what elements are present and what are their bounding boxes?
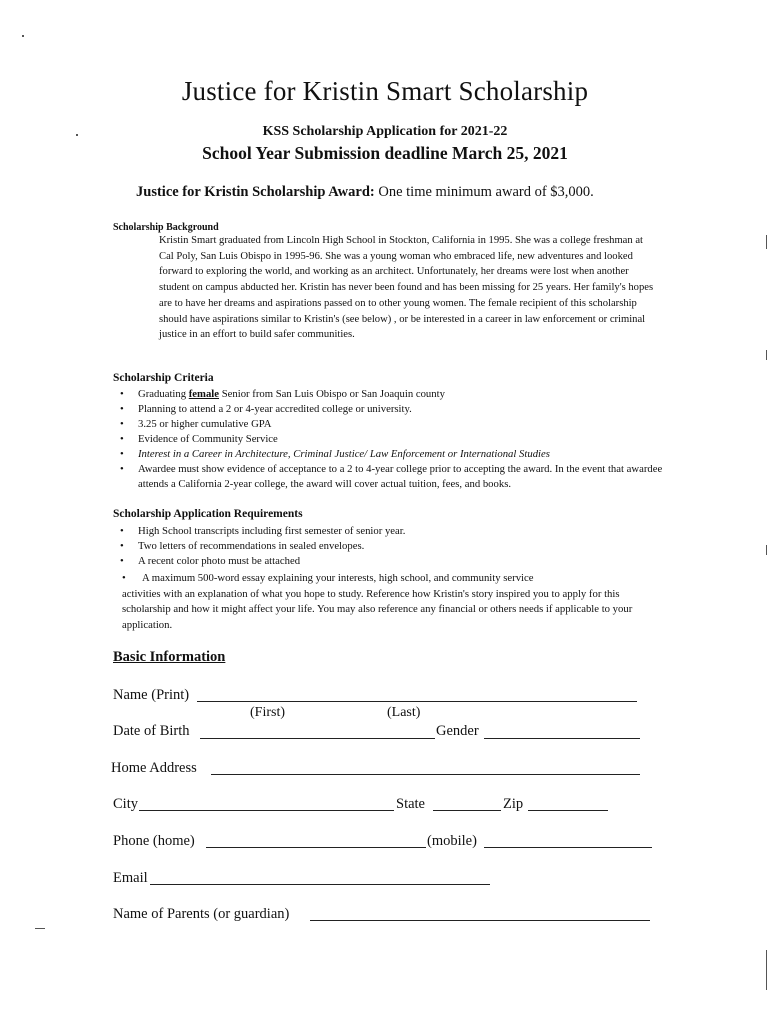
parents-label: Name of Parents (or guardian) [113, 906, 290, 922]
phone-mobile-input-line[interactable] [484, 847, 652, 848]
criteria-heading: Scholarship Criteria [113, 372, 214, 384]
essay-lead: A maximum 500-word essay explaining your interests, high school, and community service [142, 572, 534, 584]
name-input-line[interactable] [197, 701, 637, 702]
scan-speck [766, 545, 767, 555]
city-input-line[interactable] [139, 810, 394, 811]
requirement-item: • High School transcripts including first semester of senior year. [120, 525, 406, 537]
email-input-line[interactable] [150, 884, 490, 885]
state-label: State [396, 796, 425, 812]
email-label: Email [113, 870, 148, 886]
criteria-item: • 3.25 or higher cumulative GPA [120, 418, 272, 430]
award-label: Justice for Kristin Scholarship Award: [136, 184, 375, 200]
page-title: Justice for Kristin Smart Scholarship [181, 76, 589, 106]
gender-input-line[interactable] [484, 738, 640, 739]
address-input-line[interactable] [211, 774, 640, 775]
zip-input-line[interactable] [528, 810, 608, 811]
last-name-label: (Last) [387, 705, 421, 720]
basic-info-heading: Basic Information [113, 649, 226, 665]
requirement-item: • Two letters of recommendations in sealed envelopes. [120, 540, 365, 552]
name-label: Name (Print) [113, 687, 190, 703]
requirements-list [113, 524, 663, 569]
scan-speck [35, 928, 45, 929]
requirements-heading: Scholarship Application Requirements [113, 508, 303, 520]
background-heading: Scholarship Background [113, 222, 219, 233]
phone-home-input-line[interactable] [206, 847, 426, 848]
criteria-list [113, 387, 663, 492]
essay-rest: activities with an explanation of what you hope to study. Reference how Kristin's story inspired you to apply for this scholarship and how it might affect your life. You may also reference any financial or others needs if applicable to your application. [122, 587, 633, 631]
criteria-item: • Awardee must show evidence of acceptance to a 2 to 4-year college prior to accepting the award. In the event that awardee attends a California 2-year college, the award will cover actual tuition, fees, and books. [120, 463, 663, 490]
criteria-item: • Planning to attend a 2 or 4-year accredited college or university. [120, 403, 412, 415]
scan-speck [22, 35, 24, 37]
scan-speck [766, 235, 767, 249]
scan-speck [766, 350, 767, 360]
criteria-item: • Graduating female Senior from San Luis Obispo or San Joaquin county [120, 388, 445, 400]
zip-label: Zip [503, 796, 524, 812]
submission-deadline: School Year Submission deadline March 25, 2021 [202, 143, 568, 163]
gender-label: Gender [436, 723, 479, 739]
background-paragraph: Kristin Smart graduated from Lincoln High School in Stockton, California in 1995. She was a college freshman at Cal Poly, San Luis Obispo in 1995-96. She was a young woman who embraced life, new adventures and looked forward to exploring the world, and working as an architect. Unfortunately, her dreams were lost when another student on campus abducted her. Kristin has never been found and has been missing for 25 years. Her family's hopes are to have her dreams and aspirations passed on to other young women. The female recipient of this scholarship should have aspirations similar to Kristin's (see below) , or be interested in a career in law enforcement or criminal justice in an effort to build safer communities. [159, 235, 654, 341]
application-year: KSS Scholarship Application for 2021-22 [262, 124, 508, 139]
essay-requirement: • A maximum 500-word essay explaining your interests, high school, and community service activities with an explanation of what you hope to study. Reference how Kristin's story inspired you to apply for this scholarship and how it might affect your life. You may also reference any financial or others needs if applicable to your application. [122, 571, 662, 633]
city-label: City [113, 796, 138, 812]
dob-input-line[interactable] [200, 738, 435, 739]
first-name-label: (First) [250, 705, 285, 720]
scan-speck [766, 950, 767, 990]
scan-speck [76, 134, 78, 136]
state-input-line[interactable] [433, 810, 501, 811]
address-label: Home Address [111, 760, 197, 776]
phone-mobile-label: (mobile) [427, 833, 477, 849]
award-line [136, 184, 594, 201]
parents-input-line[interactable] [310, 920, 650, 921]
award-text: One time minimum award of $3,000. [374, 184, 594, 200]
criteria-item: • Interest in a Career in Architecture, Criminal Justice/ Law Enforcement or International Studies [120, 448, 550, 460]
dob-label: Date of Birth [113, 723, 190, 739]
criteria-item: • Evidence of Community Service [120, 433, 278, 445]
requirement-item: • A recent color photo must be attached [120, 555, 301, 567]
phone-home-label: Phone (home) [113, 833, 195, 849]
